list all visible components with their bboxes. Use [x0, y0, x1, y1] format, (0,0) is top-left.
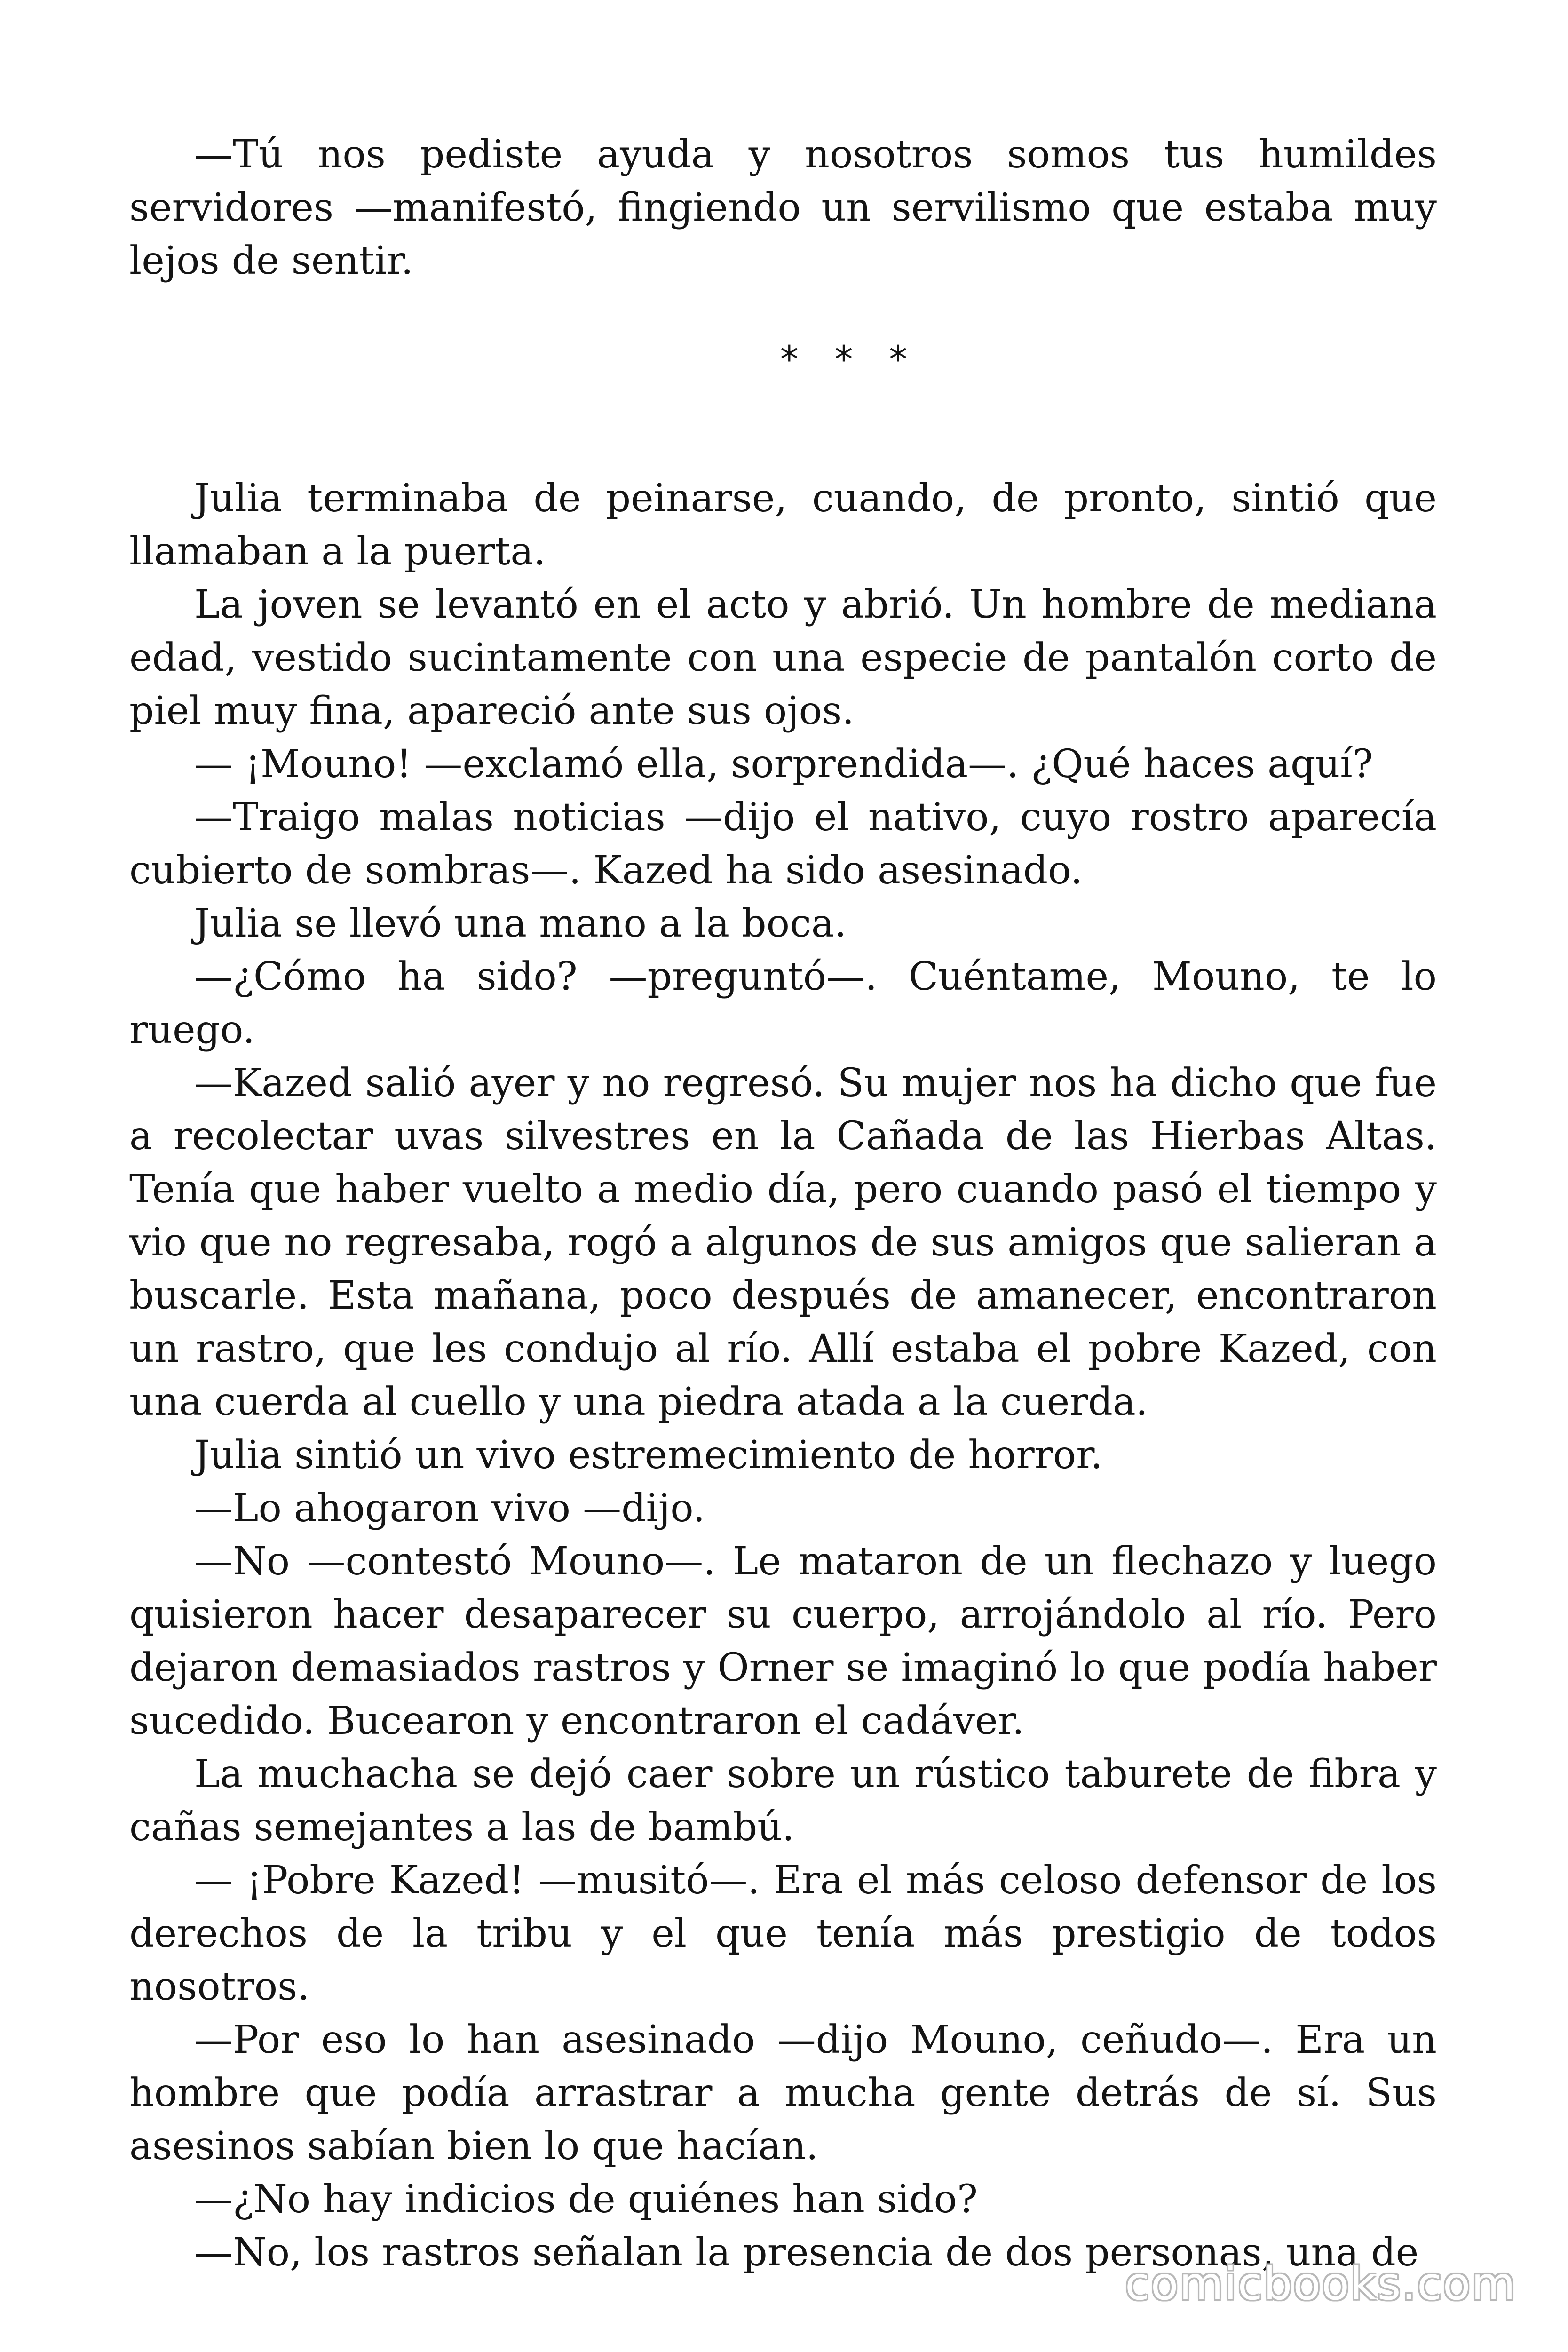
- paragraph: La muchacha se dejó caer sobre un rústico taburete de fibra y cañas semejantes a las de bambú.: [129, 1752, 1437, 1850]
- paragraph: —Traigo malas noticias —dijo el nativo, cuyo rostro aparecía cubierto de sombras—. Kazed ha sido asesinado.: [129, 795, 1437, 893]
- paragraph: —No —contestó Mouno—. Le mataron de un flechazo y luego quisieron hacer desaparecer su cuerpo, arrojándolo al río. Pero dejaron demasiados rastros y Orner se imaginó lo que podía haber sucedido. Bucearon y encontraron el cadáver.: [129, 1539, 1437, 1743]
- watermark: comicbooks.com: [1125, 2257, 1516, 2310]
- main-text-block: [129, 472, 1437, 2279]
- paragraph: Julia terminaba de peinarse, cuando, de pronto, sintió que llamaban a la puerta.: [129, 476, 1437, 574]
- top-text-block: [129, 128, 1437, 287]
- paragraph: —Tú nos pediste ayuda y nosotros somos tus humildes servidores —manifestó, fingiendo un servilismo que estaba muy lejos de sentir.: [129, 132, 1437, 283]
- paragraph: Julia se llevó una mano a la boca.: [194, 901, 847, 946]
- paragraph: —¿No hay indicios de quiénes han sido?: [194, 2177, 978, 2222]
- paragraph: — ¡Pobre Kazed! —musitó—. Era el más celoso defensor de los derechos de la tribu y el que tenía más prestigio de todos nosotros.: [129, 1858, 1437, 2009]
- paragraph: —No, los rastros señalan la presencia de dos personas, una de: [194, 2230, 1419, 2275]
- paragraph: —¿Cómo ha sido? —preguntó—. Cuéntame, Mouno, te lo ruego.: [129, 954, 1437, 1052]
- paragraph: —Por eso lo han asesinado —dijo Mouno, ceñudo—. Era un hombre que podía arrastrar a mucha gente detrás de sí. Sus asesinos sabían bien lo que hacían.: [129, 2018, 1437, 2169]
- paragraph: Julia sintió un vivo estremecimiento de horror.: [194, 1433, 1103, 1478]
- paragraph: La joven se levantó en el acto y abrió. Un hombre de mediana edad, vestido sucintamente con una especie de pantalón corto de piel muy fina, apareció ante sus ojos.: [129, 582, 1437, 733]
- paragraph: —Kazed salió ayer y no regresó. Su mujer nos ha dicho que fue a recolectar uvas silvestres en la Cañada de las Hierbas Altas. Tenía que haber vuelto a medio día, pero cuando pasó el tiempo y vio que no regresaba, rogó a algunos de sus amigos que salieran a buscarle. Esta mañana, poco después de amanecer, encontraron un rastro, que les condujo al río. Allí estaba el pobre Kazed, con una cuerda al cuello y una piedra atada a la cuerda.: [129, 1061, 1437, 1424]
- section-separator: * * *: [780, 339, 920, 381]
- paragraph: —Lo ahogaron vivo —dijo.: [194, 1486, 705, 1531]
- paragraph: — ¡Mouno! —exclamó ella, sorprendida—. ¿Qué haces aquí?: [194, 742, 1373, 787]
